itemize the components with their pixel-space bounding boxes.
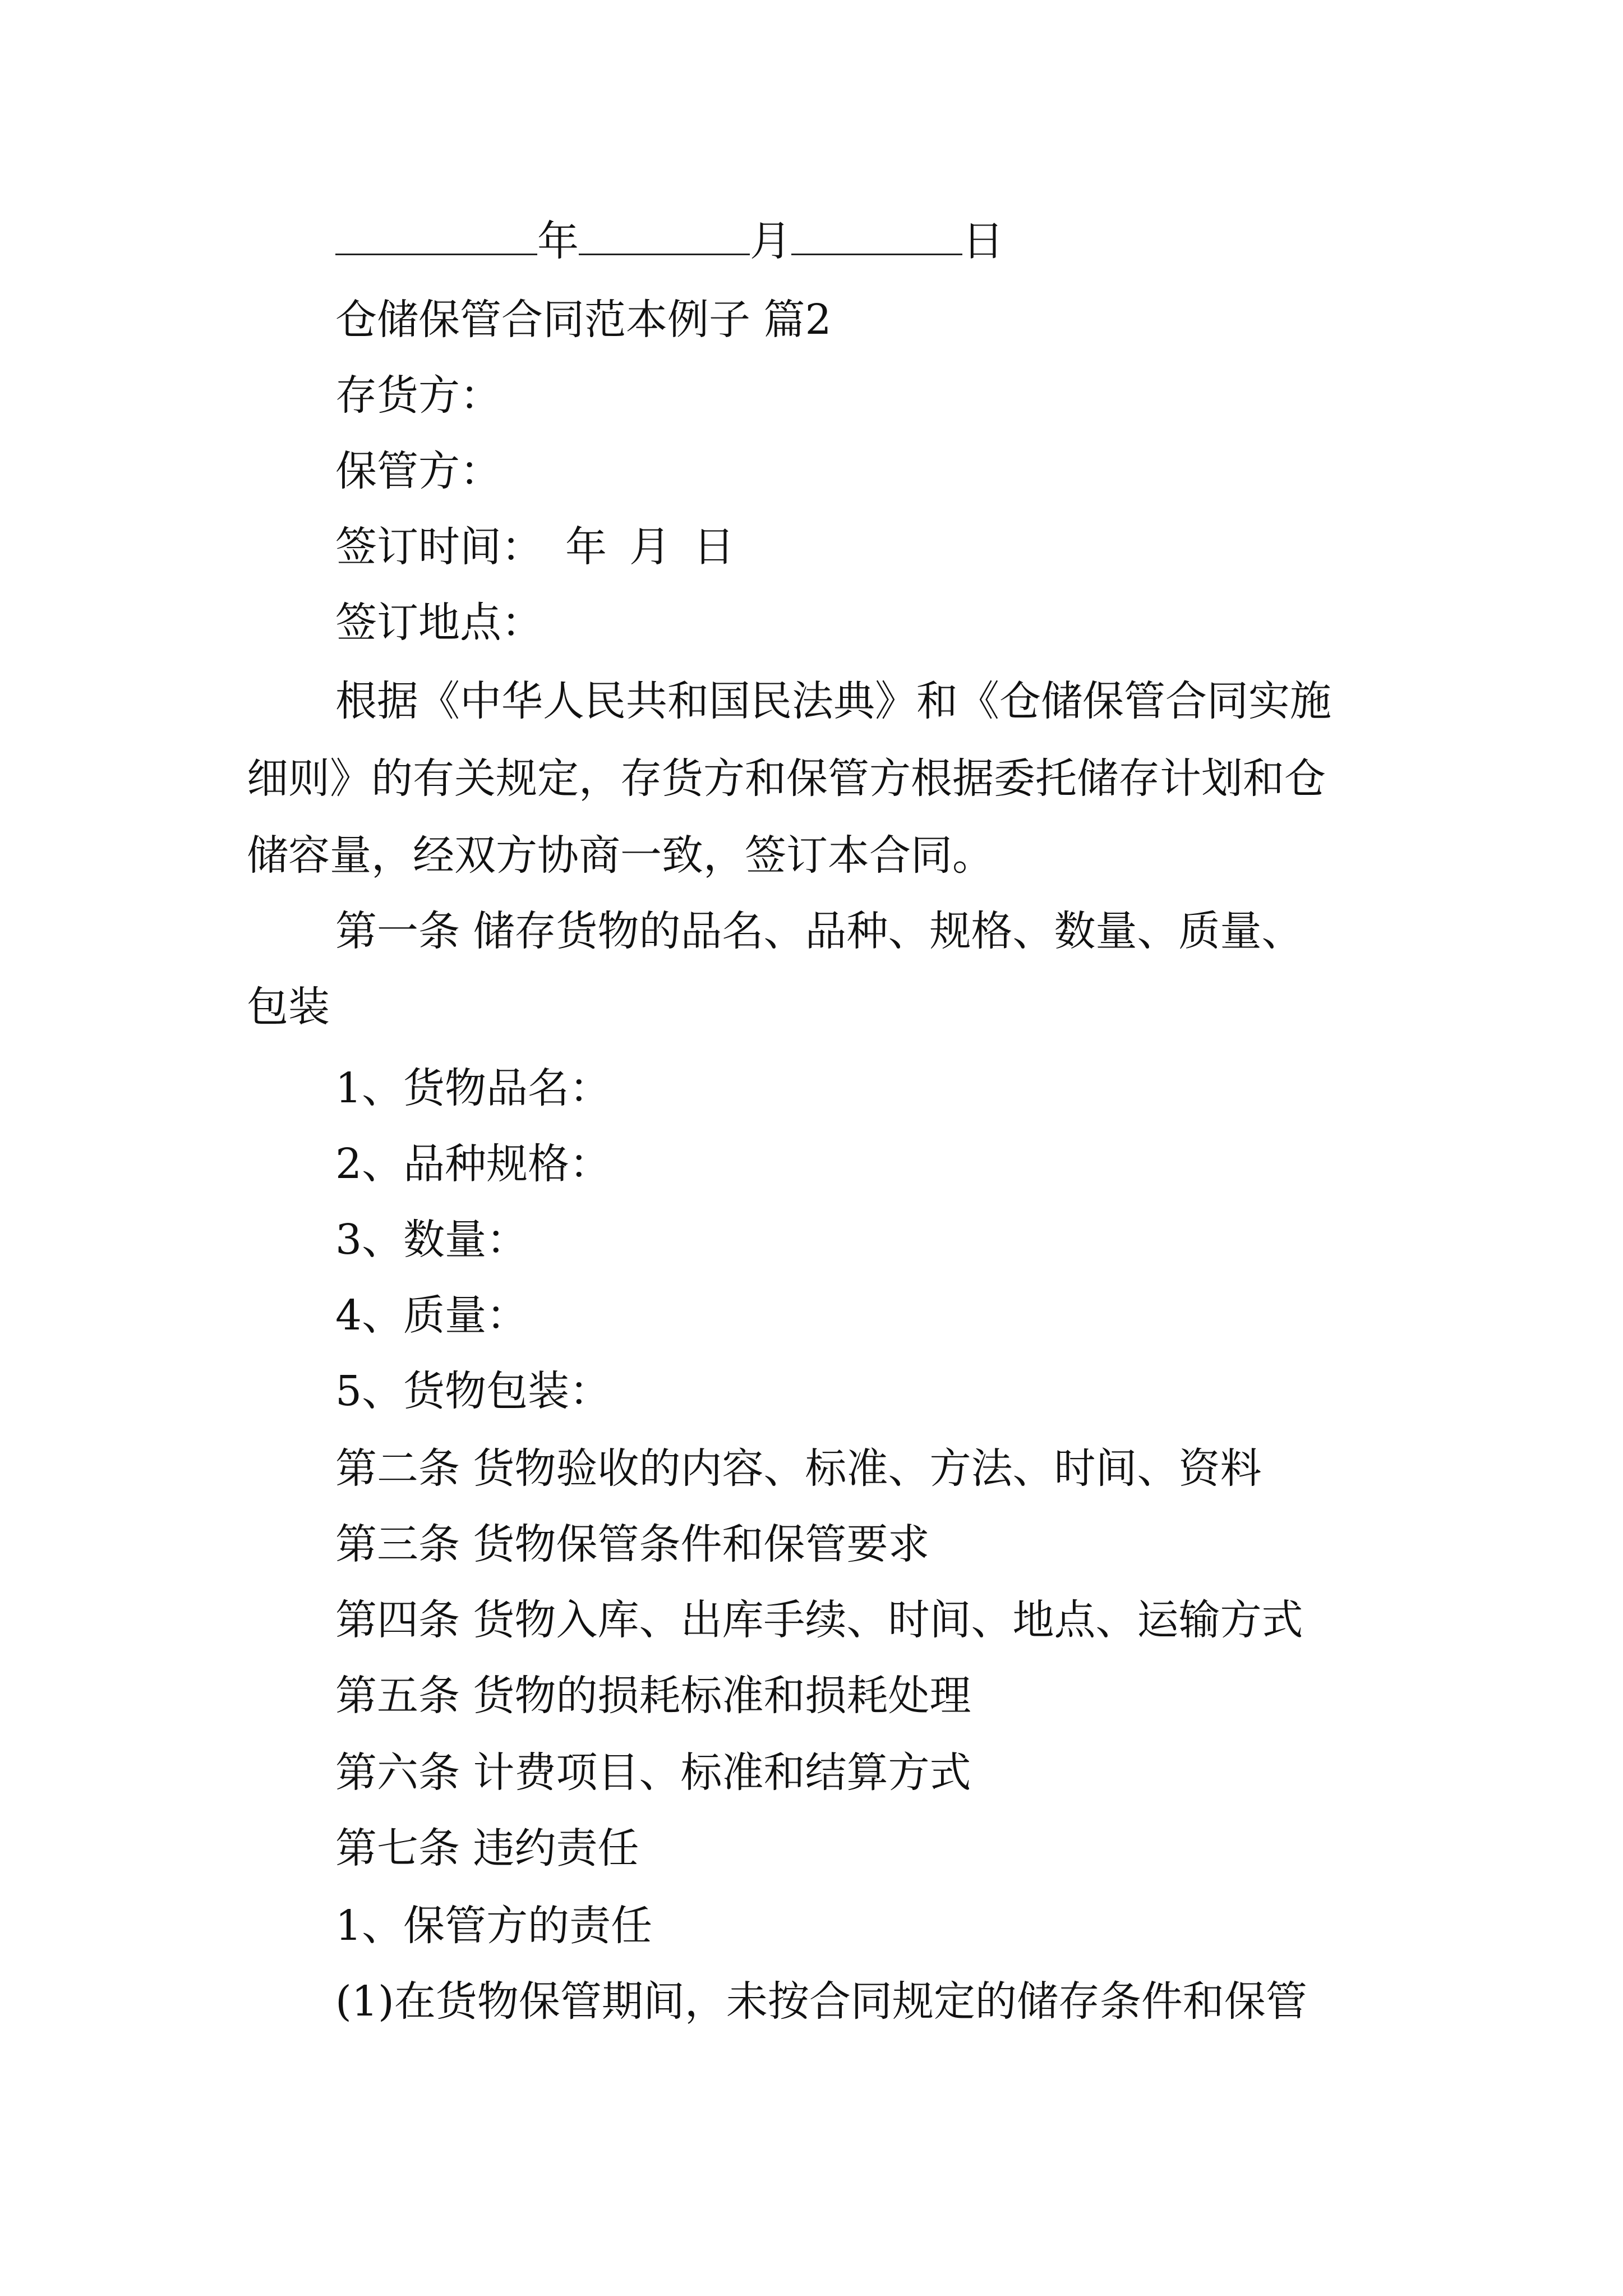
party-depositor: 存货方： [335, 371, 501, 420]
intro-line-1: 根据《中华人民共和国民法典》和《仓储保管合同实施 [335, 677, 1331, 725]
sign-place: 签订地点： [335, 599, 543, 647]
article: 第六条 计费项目、标准和结算方式 [335, 1749, 971, 1797]
year-label: 年 [537, 217, 579, 265]
article-1-item: 5、货物包装： [335, 1367, 611, 1415]
article-1-item: 2、品种规格： [335, 1140, 611, 1188]
article-1-item: 3、数量： [335, 1216, 528, 1264]
article: 第二条 货物验收的内容、标准、方法、时间、资料 [335, 1444, 1262, 1493]
article: 第三条 货物保管条件和保管要求 [335, 1520, 930, 1568]
heading: 仓储保管合同范本例子 篇2 [335, 296, 832, 344]
article: 第七条 违约责任 [335, 1824, 639, 1872]
month-blank[interactable] [579, 214, 750, 255]
day-blank[interactable] [791, 214, 962, 255]
intro-line-3: 储容量，经双方协商一致，签订本合同。 [247, 831, 994, 880]
sign-time-day: 日 [693, 523, 735, 571]
article: 第五条 货物的损耗标准和损耗处理 [335, 1672, 971, 1720]
month-label: 月 [750, 217, 791, 265]
article: 第四条 货物入库、出库手续、时间、地点、运输方式 [335, 1596, 1303, 1644]
intro-line-2: 细则》的有关规定，存货方和保管方根据委托储存计划和仓 [247, 754, 1326, 803]
sign-time-label: 签订时间： [335, 523, 543, 571]
article-1-line-1: 第一条 储存货物的品名、品种、规格、数量、质量、 [335, 907, 1303, 955]
article-1-item: 4、质量： [335, 1291, 528, 1340]
clause-line: (1)在货物保管期间，未按合同规定的储存条件和保管 [335, 1977, 1307, 2026]
day-label: 日 [962, 217, 1004, 265]
date-line [0, 213, 1623, 269]
sign-time [0, 519, 1623, 575]
article-1-item: 1、货物品名： [335, 1064, 611, 1112]
sign-time-year: 年 [565, 523, 607, 571]
responsibility-heading: 1、保管方的责任 [335, 1902, 653, 1950]
article-1-line-2: 包装 [247, 983, 330, 1031]
year-blank[interactable] [335, 214, 537, 255]
sign-time-month: 月 [629, 523, 671, 571]
party-keeper: 保管方： [335, 447, 501, 495]
